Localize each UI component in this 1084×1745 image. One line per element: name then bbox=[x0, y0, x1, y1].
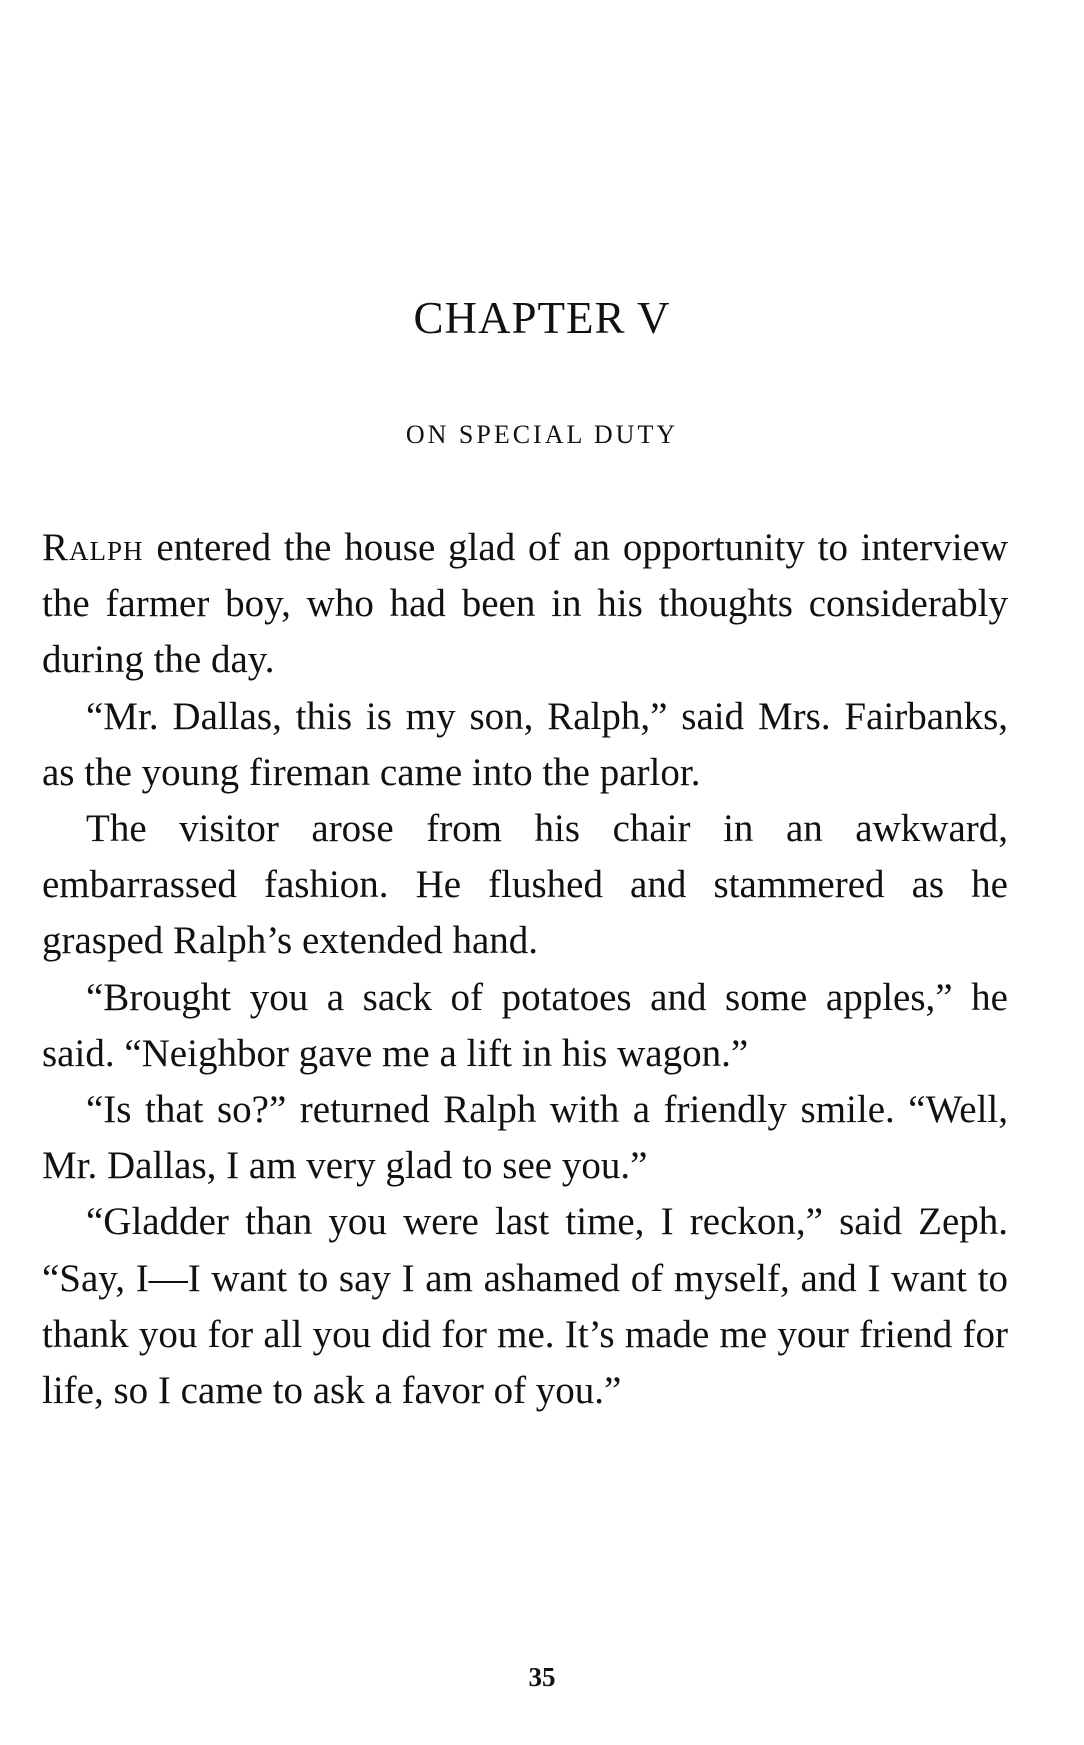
paragraph-lead-word: Ralph bbox=[42, 526, 144, 569]
paragraph-4: “Brought you a sack of potatoes and some apples,” he said. “Neighbor gave me a lift in his wagon.” bbox=[42, 975, 1008, 1075]
paragraph-2: “Mr. Dallas, this is my son, Ralph,” said Mrs. Fairbanks, as the young fireman came into the parlor. bbox=[42, 694, 1008, 794]
chapter-body bbox=[42, 520, 1008, 1419]
chapter-title: CHAPTER V bbox=[413, 293, 671, 343]
chapter-subtitle: ON SPECIAL DUTY bbox=[405, 420, 679, 449]
paragraph-5: “Is that so?” returned Ralph with a friendly smile. “Well, Mr. Dallas, I am very glad to see you.” bbox=[42, 1088, 1008, 1188]
paragraph-text: entered the house glad of an opportunity to interview the farmer boy, who had been in his thoughts considerably during the day. bbox=[42, 526, 1008, 682]
paragraph-6: “Gladder than you were last time, I reckon,” said Zeph. “Say, I—I want to say I am ashamed of myself, and I want to thank you for all you did for me. It’s made me your friend for life, so I came to ask a favor of you.” bbox=[42, 1200, 1008, 1413]
page-number: 35 bbox=[528, 1662, 556, 1692]
paragraph-1 bbox=[42, 520, 1008, 689]
paragraph-3: The visitor arose from his chair in an awkward, embarrassed fashion. He flushed and stammered as he grasped Ralph’s extended hand. bbox=[42, 807, 1008, 963]
